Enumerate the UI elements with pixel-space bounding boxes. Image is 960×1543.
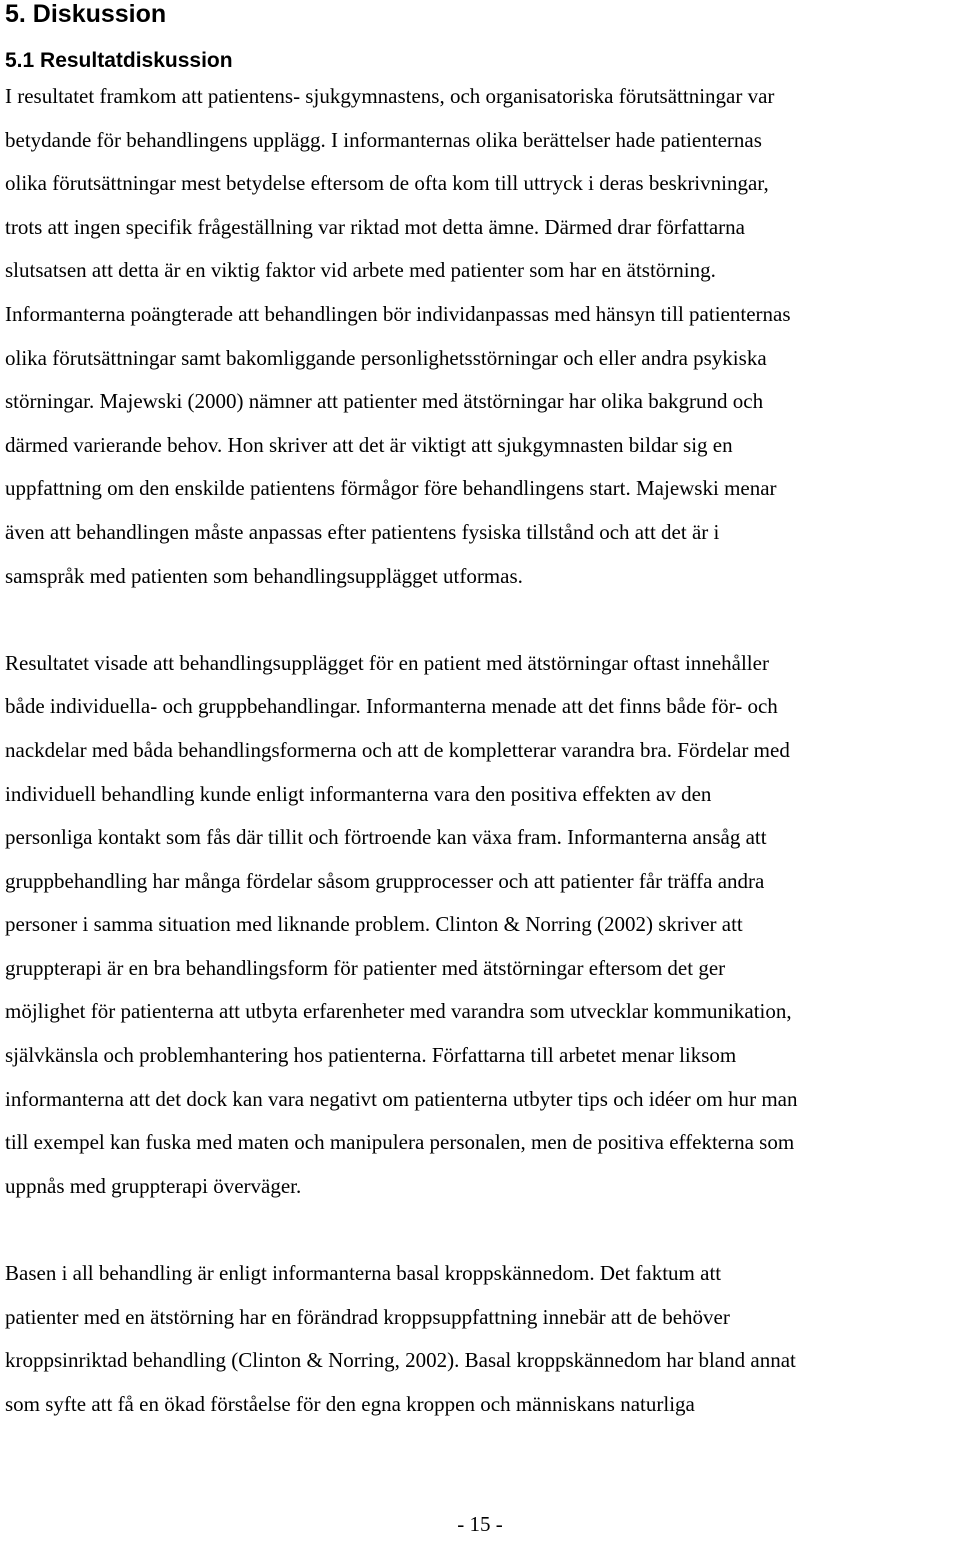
page-number: - 15 - xyxy=(457,1512,503,1536)
text-line: nackdelar med båda behandlingsformerna och att de kompletterar varandra bra. Fördelar med xyxy=(5,737,790,762)
text-line: möjlighet för patienterna att utbyta erfarenheter med varandra som utvecklar kommunikation, xyxy=(5,999,792,1024)
paragraph-1 xyxy=(5,75,955,598)
text-line: uppfattning om den enskilde patientens förmågor före behandlingens start. Majewski menar xyxy=(5,476,777,501)
text-line: Resultatet visade att behandlingsupplägget för en patient med ätstörningar oftast innehåller xyxy=(5,650,769,675)
text-line: som syfte att få en ökad förståelse för den egna kroppen och människans naturliga xyxy=(5,1391,695,1416)
text-line: patienter med en ätstörning har en förändrad kroppsuppfattning innebär att de behöver xyxy=(5,1304,730,1329)
text-line: därmed varierande behov. Hon skriver att det är viktigt att sjukgymnasten bildar sig en xyxy=(5,432,733,457)
text-line: I resultatet framkom att patientens- sjukgymnastens, och organisatoriska förutsättningar var xyxy=(5,84,775,108)
text-line: både individuella- och gruppbehandlingar. Informanterna menade att det finns både för- och xyxy=(5,694,778,719)
chapter-heading: 5. Diskussion xyxy=(5,0,167,28)
text-line: självkänsla och problemhantering hos patienterna. Författarna till arbetet menar liksom xyxy=(5,1043,737,1068)
text-line: personliga kontakt som fås där tillit och förtroende kan växa fram. Informanterna ansåg att xyxy=(5,825,767,850)
text-line: gruppterapi är en bra behandlingsform för patienter med ätstörningar eftersom det ger xyxy=(5,955,726,980)
text-line: gruppbehandling har många fördelar såsom grupprocesser och att patienter får träffa andra xyxy=(5,868,765,893)
text-line: Informanterna poängterade att behandlingen bör individanpassas med hänsyn till patienternas xyxy=(5,301,791,326)
text-line: samspråk med patienten som behandlingsupplägget utformas. xyxy=(5,563,523,588)
text-line: personer i samma situation med liknande problem. Clinton & Norring (2002) skriver att xyxy=(5,912,743,937)
text-line: olika förutsättningar samt bakomliggande personlighetsstörningar och eller andra psykiska xyxy=(5,345,767,370)
text-line: till exempel kan fuska med maten och manipulera personalen, men de positiva effekterna som xyxy=(5,1130,795,1155)
text-line: individuell behandling kunde enligt informanterna vara den positiva effekten av den xyxy=(5,781,712,806)
text-line: Basen i all behandling är enligt informanterna basal kroppskännedom. Det faktum att xyxy=(5,1261,722,1286)
text-line: även att behandlingen måste anpassas efter patientens fysiska tillstånd och att det är i xyxy=(5,519,720,544)
document-page xyxy=(5,0,955,1426)
text-line: informanterna att det dock kan vara negativt om patienterna utbyter tips och idéer om hur man xyxy=(5,1086,798,1111)
paragraph-2 xyxy=(5,642,955,1209)
paragraph-3 xyxy=(5,1252,955,1426)
text-line: kroppsinriktad behandling (Clinton & Norring, 2002). Basal kroppskännedom har bland annat xyxy=(5,1348,796,1373)
text-line: trots att ingen specifik frågeställning var riktad mot detta ämne. Därmed drar författarna xyxy=(5,214,745,239)
text-line: betydande för behandlingens upplägg. I informanternas olika berättelser hade patienternas xyxy=(5,127,762,152)
text-line: uppnås med gruppterapi överväger. xyxy=(5,1173,302,1198)
section-heading: 5.1 Resultatdiskussion xyxy=(5,49,233,72)
text-line: olika förutsättningar mest betydelse eftersom de ofta kom till uttryck i deras beskrivningar, xyxy=(5,171,769,196)
text-line: störningar. Majewski (2000) nämner att patienter med ätstörningar har olika bakgrund och xyxy=(5,389,764,414)
text-line: slutsatsen att detta är en viktig faktor vid arbete med patienter som har en ätstörning. xyxy=(5,258,716,283)
